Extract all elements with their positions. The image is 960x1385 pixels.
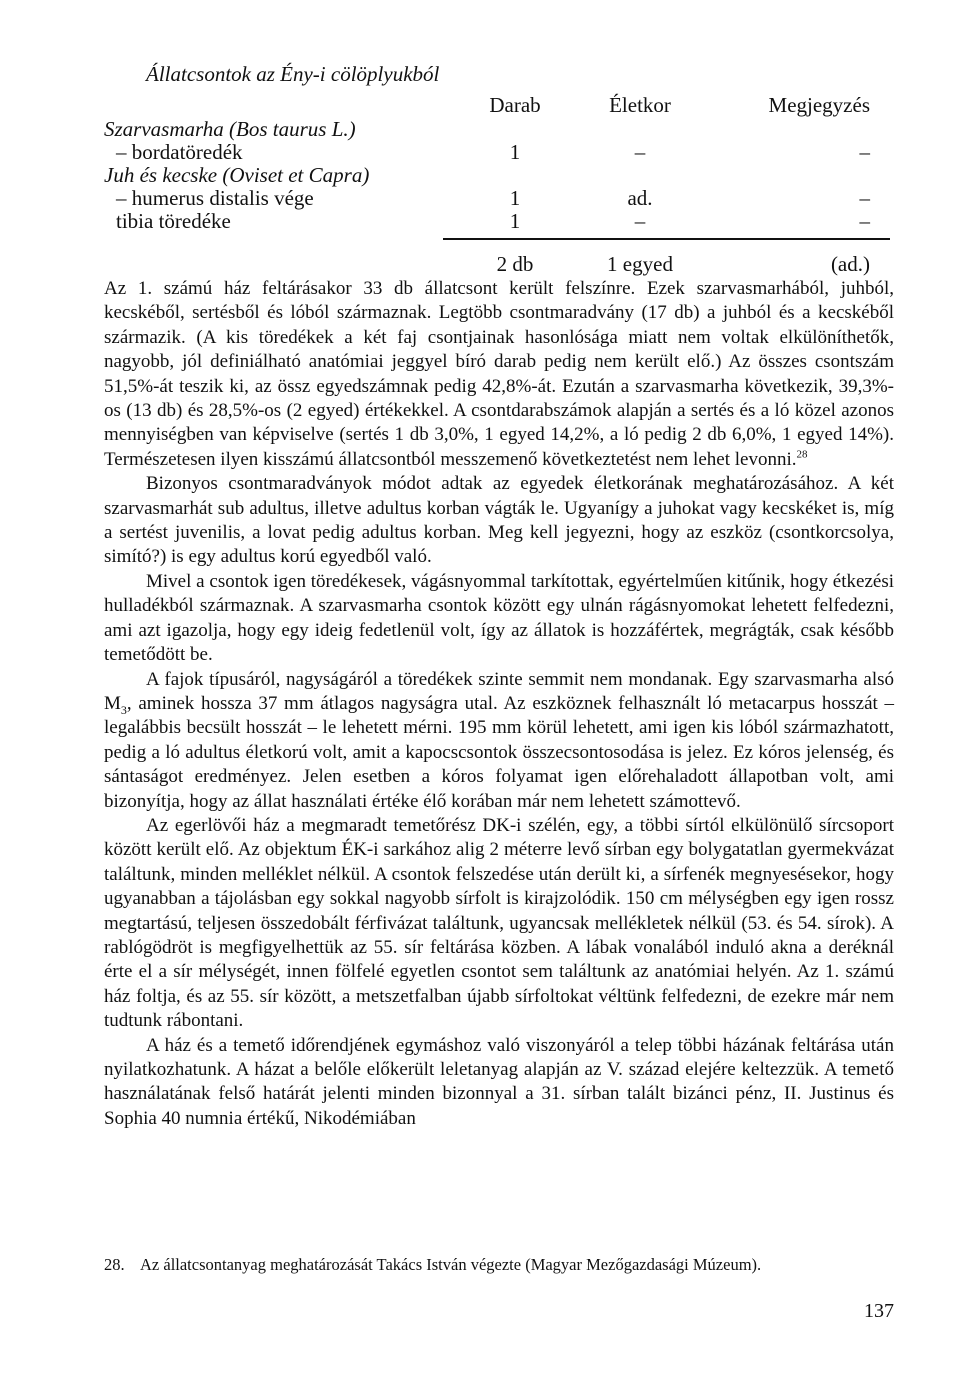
paragraph-text: , aminek hossza 37 mm átlagos nagyságra utal. Az eszköznek felhasznált ló metacarpus hosszát – legalábbis becsült hosszát – le lehetett mérni. 195 mm körül lehetett, ami igen kis lóból származhatott, pedig a ló adultus életkorú volt, amit a kapocscsontok összecsontosodása is jelez. Ez kóros jelenség, és sántaságot eredményez. Jelen esetben a kóros folyamat igen előrehaladott állapotban volt, ami bizonyítja, hogy az állat használati értéke élő korában már nem lehetett számottevő.: [104, 692, 894, 812]
cell-megjegyzes: –: [859, 140, 870, 164]
footnote-number: 28.: [104, 1255, 125, 1274]
total-darab: 2 db: [496, 252, 534, 276]
footnote-text: Az állatcsontanyag meghatározását Takács István végezte (Magyar Mezőgazdasági Múzeum).: [140, 1255, 762, 1274]
paragraph-text: A fajok típusáról, nagyságáról a töredékek szinte semmit nem mondanak. Egy szarvasmarha alsó M: [104, 668, 894, 714]
table-header-row: [0, 92, 960, 118]
paragraph: [104, 277, 894, 472]
row-label: tibia töredéke: [116, 209, 231, 233]
body-text: [104, 277, 894, 1131]
cell-megjegyzes: –: [859, 209, 870, 233]
row-label: Juh és kecske (Oviset et Capra): [104, 163, 370, 187]
row-label: – humerus distalis vége: [116, 186, 314, 210]
paragraph: Az egerlövői ház a megmaradt temetőrész DK-i szélén, egy, a többi sírtól elkülönülő sírcsoport között került elő. Az objektum ÉK-i sarkához alig 2 méterre levő sírban egy bolygatatlan gyermekvázat találtunk, minden melléklet nélkül. A csontok felszedése után derült ki, a sírfenék megnyesésekor, hogy ugyanabban a tájolásban egy sokkal nagyobb sírfolt is kirajzolódik. 150 cm mélységben egy igen rossz megtartású, teljesen összedobált férfivázat találtunk, ugyancsak mellékletek nélkül (53. és 54. sírok). A rablógödröt is megfigyelhettük az 55. sír feltárása közben. A lábak vonalából induló akna a deréknál érte el a sír mélységét, innen fölfelé egyetlen csontot sem találtunk az anatómiai helyén. Az 1. számú ház foltja, és az 55. sír között, a metszetfalban újabb sírfoltokat véltünk felfedezni, de ezekre már nem tudtunk rábontani.: [104, 814, 894, 1032]
cell-darab: 1: [509, 140, 521, 164]
cell-darab: 1: [509, 186, 521, 210]
total-eletkor: 1 egyed: [607, 252, 673, 276]
section-heading: Állatcsontok az Ény-i cölöplyukból: [146, 62, 440, 86]
row-label: – bordatöredék: [116, 140, 243, 164]
col-header-darab: Darab: [489, 93, 541, 117]
footnote-reference: 28: [796, 448, 808, 461]
cell-megjegyzes: –: [859, 186, 870, 210]
molar-subscript: 3: [120, 702, 127, 717]
table-row: [0, 208, 960, 234]
total-megjegyzes: (ad.): [830, 252, 870, 276]
cell-eletkor: –: [634, 209, 646, 233]
col-header-eletkor: Életkor: [609, 93, 671, 117]
paragraph: Mivel a csontok igen töredékesek, vágásnyommal tarkítottak, egyértelműen kitűnik, hogy étkezési hulladékból származnak. A szarvasmarha csontok között egy ulnán rágásnyomokat lehetett felfedezni, ami azt igazolja, hogy egy ideig fedetlenül volt, így az állatok is hozzáfértek, megrágták, csak később temetődött be.: [104, 570, 894, 666]
page-number: 137: [864, 1300, 894, 1322]
col-header-megjegyzes: Megjegyzés: [768, 93, 870, 117]
cell-eletkor: –: [634, 140, 646, 164]
footnote: [104, 1254, 904, 1276]
cell-darab: 1: [509, 209, 521, 233]
row-label: Szarvasmarha (Bos taurus L.): [104, 117, 356, 141]
paragraph: [104, 668, 894, 814]
cell-eletkor: ad.: [627, 186, 653, 210]
table-total-rule: [443, 238, 890, 240]
paragraph-text: Az 1. számú ház feltárásakor 33 db állatcsont került felszínre. Ezek szarvasmarhából, juhból, kecskéből, sertésből és lóból származnak. Legtöbb csontmaradvány (17 db) a juhból és a kecskéből származik. (A kis töredékek a két faj csontjainak hasonlósága miatt nem voltak elkülöníthetők, nagyobb, jól definiálható anatómiai jeggyel bíró darab pedig nem került elő.) Az összes csontszám 51,5%-át teszik ki, az össz egyedszámnak pedig 42,8%-át. Ezután a szarvasmarha következik, 39,3%-os (13 db) és 28,5%-os (2 egyed) értékekkel. A csontdarabszámok alapján a sertés és a ló közel azonos mennyiségben van képviselve (sertés 1 db 3,0%, 1 egyed 14,2%, a ló pedig 2 db 6,0%, 1 egyed 14%). Természetesen ilyen kisszámú állatcsontból messzemenő következtetést nem lehet levonni.: [104, 278, 894, 470]
paragraph: Bizonyos csontmaradványok módot adtak az egyedek életkorának meghatározásához. A két szarvasmarhát sub adultus, illetve adultus korban vágták le. Ugyanígy a juhokat vagy kecskéket is, míg a sertést juvenilis, a lovat pedig adultus korban. Meg kell jegyezni, hogy az eszköz (csontkorcsolya, simító?) is egy adultus korú egyedből való.: [104, 473, 894, 568]
table-total-row: [0, 251, 960, 277]
paragraph: A ház és a temető időrendjének egymáshoz való viszonyáról a telep többi házának feltárása után nyilatkozhatunk. A házat a belőle előkerült leletanyag alapján az V. század elejére keltezzük. A temető használatának felső határát jelenti minden bizonnyal a 31. sírban talált bizánci pénz, II. Justinus és Sophia 40 numnia értékű, Nikodémiában: [104, 1034, 894, 1129]
